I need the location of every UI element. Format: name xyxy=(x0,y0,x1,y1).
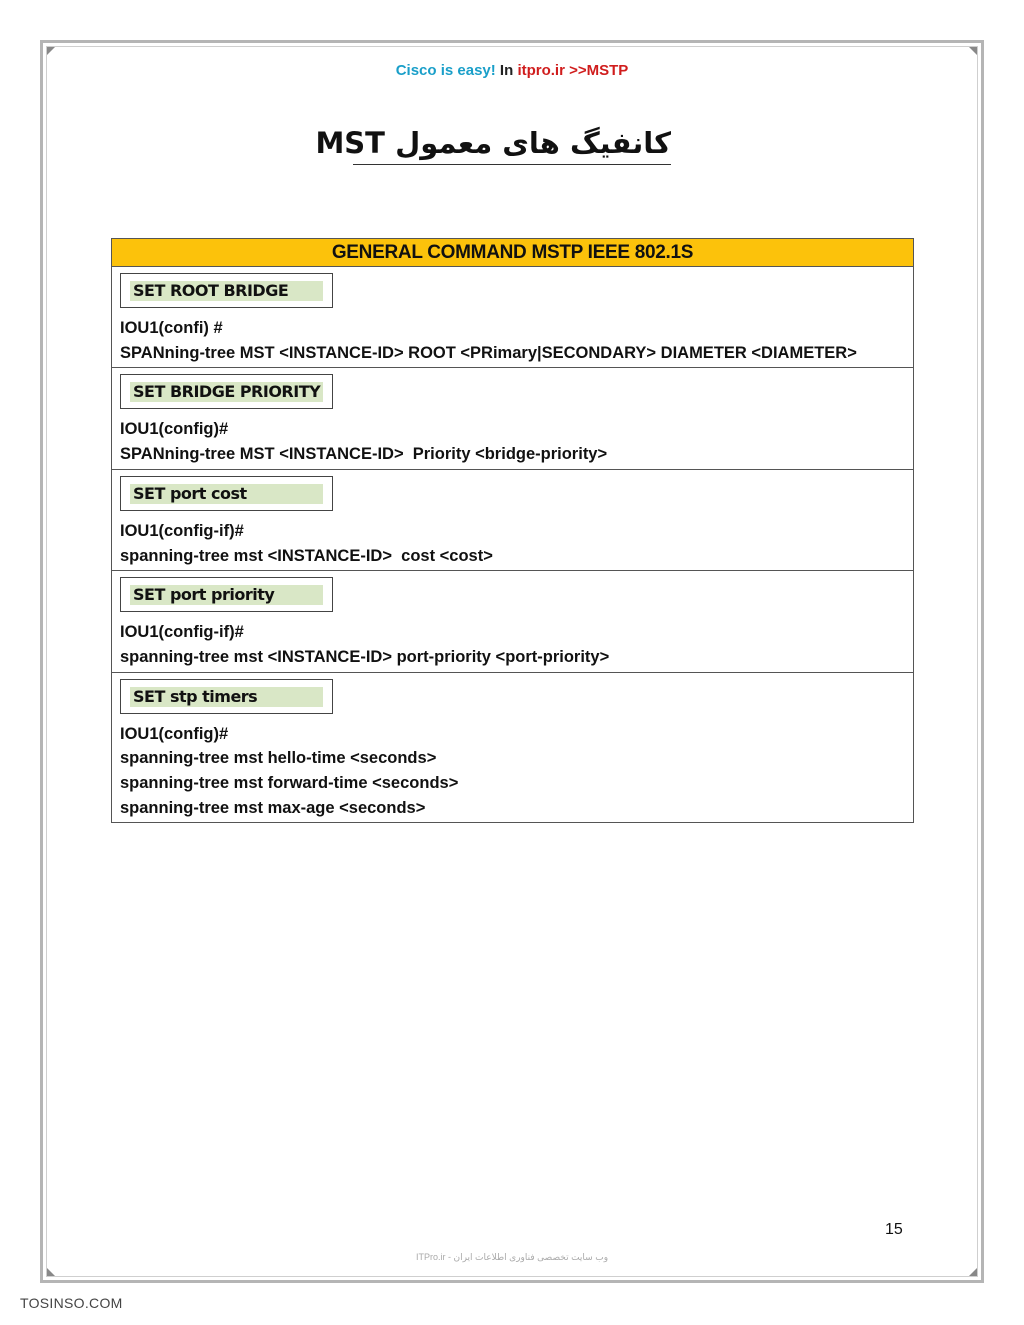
watermark-text: TOSINSO.COM xyxy=(20,1295,123,1311)
page-header xyxy=(0,62,1024,79)
command-lines: IOU1(config-if)# spanning-tree mst <INSTANCE-ID> cost <cost> xyxy=(120,521,493,565)
command-section xyxy=(112,673,913,823)
command-section xyxy=(112,470,913,571)
command-section xyxy=(112,571,913,672)
header-connector: In xyxy=(495,62,518,79)
footer-text: وب سایت تخصصی فناوری اطلاعات ایران - ITPro.ir xyxy=(415,1252,609,1262)
corner-ornament xyxy=(969,1268,977,1276)
section-label: SET port cost xyxy=(130,484,323,504)
command-lines: IOU1(config-if)# spanning-tree mst <INSTANCE-ID> port-priority <port-priority> xyxy=(120,623,610,666)
section-label-box xyxy=(120,577,333,612)
header-tagline: Cisco is easy! xyxy=(395,62,496,79)
page-number: 15 xyxy=(885,1221,903,1238)
header-site: itpro.ir >>MSTP xyxy=(517,62,629,79)
corner-ornament xyxy=(47,47,55,55)
corner-ornament xyxy=(969,47,977,55)
section-label-box xyxy=(120,476,333,511)
section-label: SET stp timers xyxy=(130,687,323,707)
command-lines: IOU1(config)# SPANning-tree MST <INSTANCE-ID> Priority <bridge-priority> xyxy=(120,420,608,464)
page-title: کانفیگ های معمول MST xyxy=(353,124,671,165)
section-label: SET ROOT BRIDGE xyxy=(130,281,323,301)
command-section xyxy=(112,267,913,368)
command-table xyxy=(111,238,914,823)
section-label-box xyxy=(120,374,333,409)
table-heading: GENERAL COMMAND MSTP IEEE 802.1S xyxy=(112,239,913,267)
command-lines: IOU1(confi) # SPANning-tree MST <INSTANCE-ID> ROOT <PRimary|SECONDARY> DIAMETER <DIAMETER> xyxy=(120,319,857,362)
section-label-box xyxy=(120,273,333,308)
section-label: SET BRIDGE PRIORITY xyxy=(130,382,323,402)
section-label: SET port priority xyxy=(130,585,323,605)
command-lines: IOU1(config)# spanning-tree mst hello-time <seconds> spanning-tree mst forward-time <seconds> spanning-tree mst max-age <seconds> xyxy=(120,724,459,817)
command-section xyxy=(112,368,913,469)
section-label-box xyxy=(120,679,333,714)
corner-ornament xyxy=(47,1268,55,1276)
